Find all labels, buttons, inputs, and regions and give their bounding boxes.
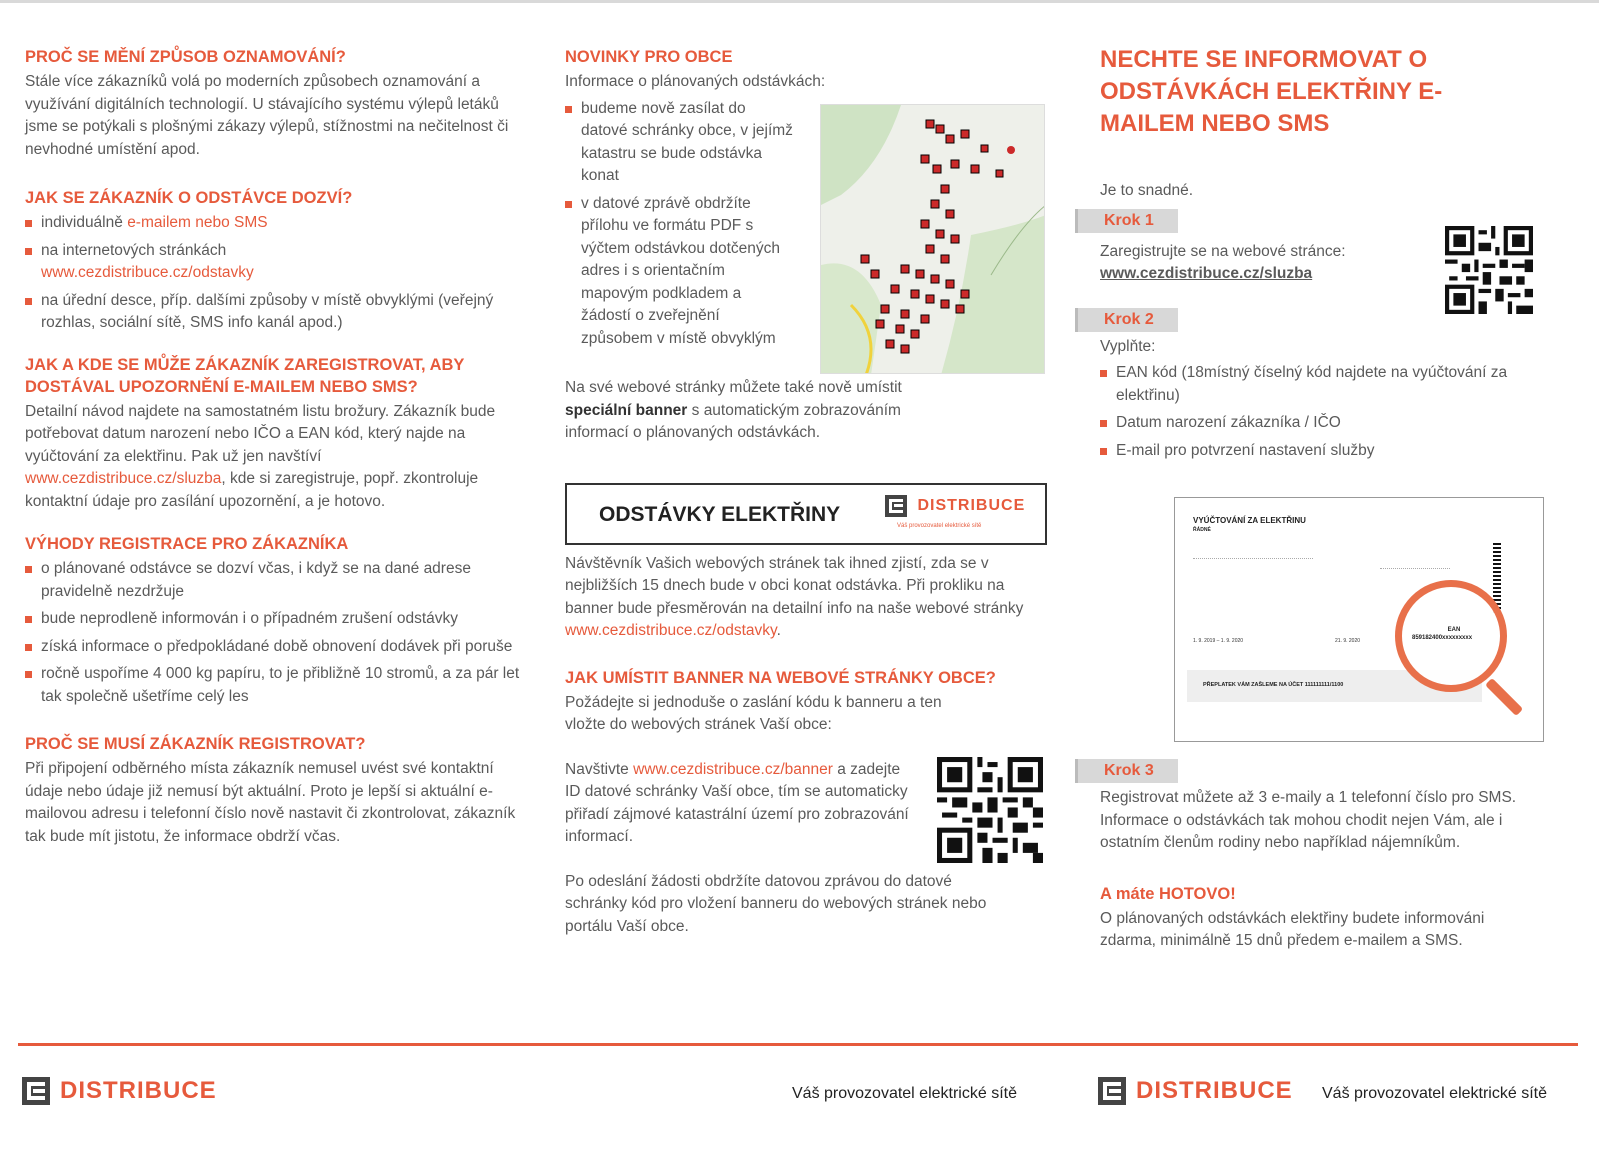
column-left <box>25 40 525 848</box>
benefits-list <box>25 558 525 708</box>
step-3-text: Registrovat můžete až 3 e-maily a 1 telefonní číslo pro SMS. Informace o odstávkách tak mohou chodit nejen Vám, ale i ostatním členům rodiny nebo například nájemníkům. <box>1100 789 1517 851</box>
why-change-text: Stále více zákazníků volá po moderních způsobech oznamování a využívání digitálních technologií. U stávajícího systému výlepů letáků jsme se potýkali s plošnými zákazy výlepů, stížnostmi na nečitelnost či nevhodné umístění apod. <box>25 73 509 158</box>
step-1-link[interactable]: www.cezdistribuce.cz/sluzba <box>1100 265 1313 282</box>
easy-text: Je to snadné. <box>1100 182 1194 199</box>
magnifier-icon <box>1395 580 1507 692</box>
step-1-text: Zaregistrujte se na webové stránce: <box>1100 242 1346 260</box>
step-2-text: Vyplňte: <box>1100 337 1156 355</box>
banner-logo <box>885 495 1025 529</box>
outage-map-graphic <box>821 105 1045 374</box>
heading-how-banner: JAK UMÍSTIT BANNER NA WEBOVÉ STRÁNKY OBCE? <box>565 668 996 687</box>
qr-code-graphic <box>1445 226 1533 314</box>
list-item: na úřední desce, příp. dalšími způsoby v místě obvyklými (veřejný rozhlas, sociální sítě, SMS info kanál apod.) <box>25 290 525 335</box>
qr-code-registration-icon <box>1445 226 1533 314</box>
footer-logo-right-word: DISTRIBUCE <box>1136 1077 1293 1104</box>
heading-benefits: VÝHODY REGISTRACE PRO ZÁKAZNÍKA <box>25 535 349 553</box>
odstavky-link[interactable]: www.cezdistribuce.cz/odstavky <box>41 264 254 281</box>
footer-logo-right <box>1098 1077 1293 1105</box>
heading-news: NOVINKY PRO OBCE <box>565 48 733 66</box>
step-2-label: Krok 2 <box>1075 308 1178 332</box>
list-item: v datové zprávě obdržíte přílohu ve formátu PDF s výčtem odstávkou dotčených adres i s orientačním mapovým podkladem a žádostí o zveřejnění způsobem v místě obvyklým <box>565 193 795 351</box>
distribuce-logo-icon <box>885 495 907 517</box>
step-1-label: Krok 1 <box>1075 209 1178 233</box>
banner-intro-part2: s automatickým zobrazováním informací o plánovaných odstávkách. <box>565 401 901 441</box>
list-item: získá informace o předpokládané době obnovení dodávek při poruše <box>25 636 525 659</box>
list-item: Datum narození zákazníka / IČO <box>1100 412 1540 435</box>
outage-banner[interactable] <box>565 483 1047 545</box>
how-register-text-part1: Detailní návod najdete na samostatném listu brožury. Zákazník bude potřebovat datum narození nebo IČO a EAN kód, který najde na vyúčtování za elektřinu. Pak už jen navštíví <box>25 402 496 465</box>
top-edge <box>0 0 1599 3</box>
heading-how-learn: JAK SE ZÁKAZNÍK O ODSTÁVCE DOZVÍ? <box>25 189 353 207</box>
footer-logo-left-word: DISTRIBUCE <box>60 1077 217 1104</box>
visit-banner-text <box>565 759 915 849</box>
footer-logo-left <box>22 1077 217 1105</box>
how-register-text-part2: , kde si zaregistruje, popř. zkontroluje kontaktní údaje pro zasílání upozornění, a je hotovo. <box>25 470 479 510</box>
list-item: E-mail pro potvrzení nastavení služby <box>1100 440 1540 463</box>
bill-ean-label: EAN <box>1447 627 1461 633</box>
qr-code-graphic <box>937 757 1043 863</box>
distribuce-logo-icon <box>22 1077 50 1105</box>
visitor-text <box>565 553 1035 643</box>
bill-title: VYÚČTOVÁNÍ ZA ELEKTŘINU <box>1193 516 1306 525</box>
banner-intro-part1: Na své webové stránky můžete také nově umístit <box>565 379 902 396</box>
visit-banner-pre: Navštivte <box>565 760 634 778</box>
visitor-text-end: . <box>776 622 781 639</box>
banner-link[interactable]: www.cezdistribuce.cz/banner <box>633 760 833 778</box>
news-list <box>565 98 795 351</box>
done-text: O plánovaných odstávkách elektřiny budete informováni zdarma, minimálně 15 dnů předem e-mailem a SMS. <box>1100 909 1485 949</box>
footer-tagline-right: Váš provozovatel elektrické sítě <box>1322 1085 1547 1102</box>
bill-customer-block <box>1193 558 1313 588</box>
footer-tagline-left: Váš provozovatel elektrické sítě <box>792 1085 1017 1102</box>
visitor-text-body: Návštěvník Vašich webových stránek tak ihned zjistí, zda se v nejbližších 15 dnech bude v obci konat odstávka. Při prokliku na banner bude přesměrován na detailní info na naše webové stránky <box>565 554 1024 617</box>
footer-divider <box>18 1043 1578 1046</box>
qr-code-banner-icon <box>937 757 1043 863</box>
bill-ean-value: 859182400xxxxxxxxx <box>1412 635 1473 641</box>
heading-why-register: PROČ SE MUSÍ ZÁKAZNÍK REGISTROVAT? <box>25 735 366 753</box>
how-banner-text: Požádejte si jednoduše o zaslání kódu k banneru a ten vložte do webových stránek Vaší obce: <box>565 693 942 733</box>
news-intro: Informace o plánovaných odstávkách: <box>565 73 826 90</box>
list-item <box>25 212 525 235</box>
list-item: o plánované odstávce se dozví včas, i když se na dané adrese pravidelně nezdržuje <box>25 558 525 603</box>
step-2-list <box>1100 362 1540 462</box>
banner-title: ODSTÁVKY ELEKTŘINY <box>599 503 841 526</box>
heading-how-register: JAK A KDE SE MŮŽE ZÁKAZNÍK ZAREGISTROVAT, ABY DOSTÁVAL UPOZORNĚNÍ E-MAILEM NEBO SMS? <box>25 355 465 396</box>
bill-subtitle: ŘÁDNÉ <box>1193 527 1211 533</box>
bill-footer-text: PŘEPLATEK VÁM ZAŠLEME NA ÚČET 111111111/1100 <box>1203 682 1344 688</box>
banner-tagline: Váš provozovatel elektrické sítě <box>897 523 982 529</box>
odstavky-link-2[interactable]: www.cezdistribuce.cz/odstavky <box>565 622 777 639</box>
list-item-text: individuálně <box>41 214 128 231</box>
done-title: A máte HOTOVO! <box>1100 884 1236 903</box>
list-item: bude neprodleně informován i o případném zrušení odstávky <box>25 608 525 631</box>
email-sms-highlight: e-mailem nebo SMS <box>127 214 268 231</box>
list-item: EAN kód (18místný číselný kód najdete na vyúčtování za elektřinu) <box>1100 362 1540 407</box>
bill-date: 21. 9. 2020 <box>1335 638 1361 644</box>
main-title: NECHTE SE INFORMOVAT O ODSTÁVKÁCH ELEKTŘINY E-MAILEM NEBO SMS <box>1100 46 1443 137</box>
how-register-text <box>25 401 525 514</box>
outage-map <box>820 104 1045 374</box>
bill-period: 1. 9. 2019 – 1. 9. 2020 <box>1193 638 1244 644</box>
step-3-label: Krok 3 <box>1075 759 1178 783</box>
distribuce-logo-icon <box>1098 1077 1126 1105</box>
banner-intro-bold: speciální banner <box>565 401 688 419</box>
banner-intro <box>565 377 965 445</box>
list-item: ročně uspoříme 4 000 kg papíru, to je přibližně 10 stromů, a za pár let tak společně ušetříme celý les <box>25 663 525 708</box>
banner-logo-word: DISTRIBUCE <box>917 497 1026 514</box>
list-item-text: na internetových stránkách <box>41 241 227 259</box>
heading-why-change: PROČ SE MĚNÍ ZPŮSOB OZNAMOVÁNÍ? <box>25 48 346 66</box>
final-text: Po odeslání žádosti obdržíte datovou zprávou do datové schránky kód pro vložení banneru do webových stránek nebo portálu Vaší obce. <box>565 872 987 935</box>
why-register-text: Při připojení odběrného místa zákazník nemusel uvést své kontaktní údaje nebo údaje již nemusí být aktuální. Proto je lepší si aktuální e-mailovou adresu i telefonní číslo nově nastavit či zkontrolovat, zákazník tak bude mít jistotu, že informace obdrží včas. <box>25 760 516 845</box>
visit-banner-post: a zadejte ID datové schránky Vaší obce, tím se automaticky přiřadí zájmové katastrální území pro zobrazování informací. <box>565 760 909 845</box>
list-item <box>25 240 525 285</box>
how-learn-list <box>25 212 525 335</box>
sluzba-link[interactable]: www.cezdistribuce.cz/sluzba <box>25 470 222 487</box>
list-item: budeme nově zasílat do datové schránky obce, v jejímž katastru se bude odstávka konat <box>565 98 795 188</box>
